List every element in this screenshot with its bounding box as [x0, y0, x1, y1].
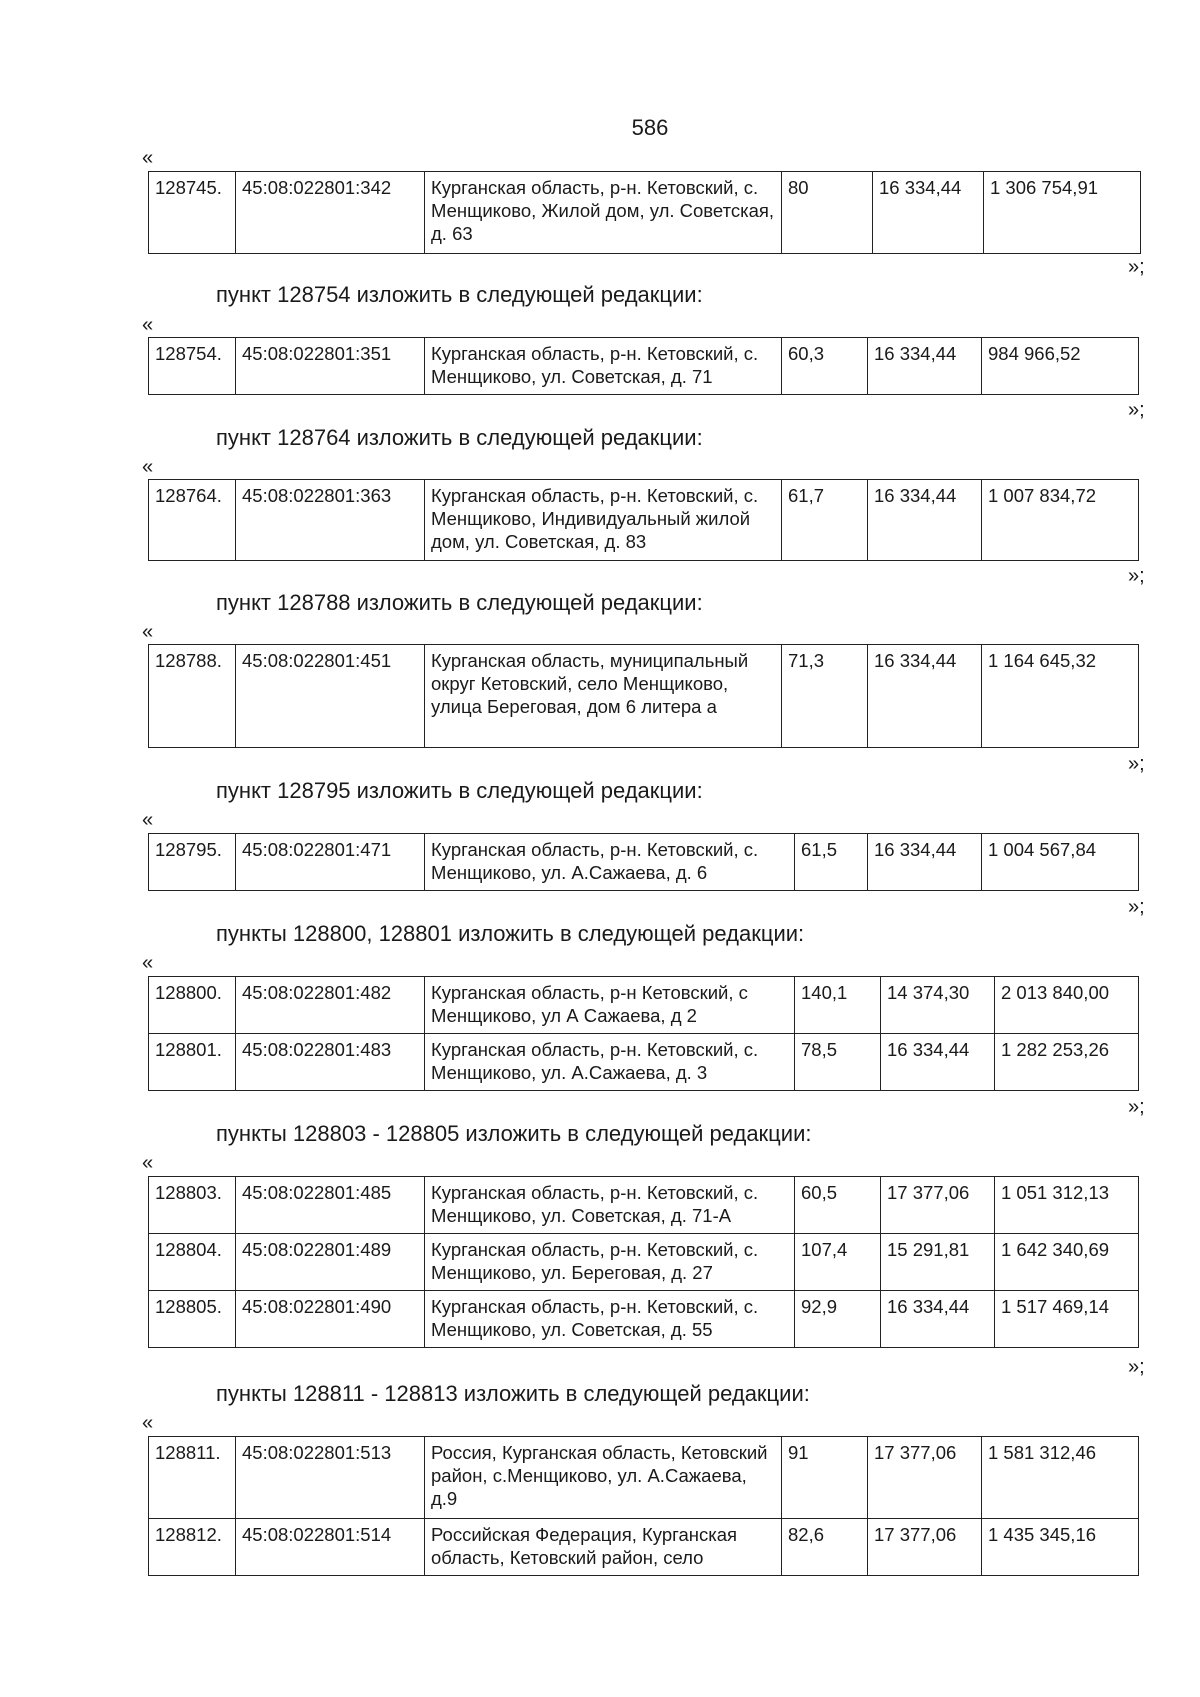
- cadastral-number: 45:08:022801:513: [236, 1437, 425, 1519]
- section-heading: пункты 128800, 128801 изложить в следующей редакции:: [216, 921, 805, 946]
- specific-value: 14 374,30: [881, 977, 995, 1034]
- item-number: 128803.: [149, 1177, 236, 1234]
- quote-open: «: [142, 1152, 154, 1174]
- specific-value: 16 334,44: [868, 480, 982, 561]
- specific-value: 17 377,06: [881, 1177, 995, 1234]
- section-heading: пункты 128803 - 128805 изложить в следующей редакции:: [216, 1121, 812, 1146]
- address: Курганская область, р-н. Кетовский, с. Менщиково, ул. А.Сажаева, д. 3: [425, 1034, 795, 1091]
- page-number: 586: [631, 115, 669, 140]
- cadastral-value: 1 282 253,26: [995, 1034, 1139, 1091]
- section-heading: пункты 128811 - 128813 изложить в следующей редакции:: [216, 1381, 810, 1406]
- item-number: 128805.: [149, 1291, 236, 1348]
- cadastral-value: 2 013 840,00: [995, 977, 1139, 1034]
- quote-close: »;: [1128, 896, 1145, 918]
- item-number: 128811.: [149, 1437, 236, 1519]
- table-row: [149, 1177, 1139, 1234]
- area: 60,5: [795, 1177, 881, 1234]
- quote-open: «: [142, 456, 154, 478]
- area: 91: [782, 1437, 868, 1519]
- cadastral-number: 45:08:022801:451: [236, 645, 425, 748]
- item-number: 128795.: [149, 834, 236, 891]
- record-table: [148, 644, 1139, 748]
- cadastral-number: 45:08:022801:471: [236, 834, 425, 891]
- area: 78,5: [795, 1034, 881, 1091]
- specific-value: 16 334,44: [873, 172, 984, 254]
- address: Курганская область, муниципальный округ Кетовский, село Менщиково, улица Береговая, дом 6 литера а: [425, 645, 782, 748]
- cadastral-value: 1 306 754,91: [984, 172, 1141, 254]
- item-number: 128764.: [149, 480, 236, 561]
- table-row: [149, 338, 1139, 395]
- cadastral-value: 984 966,52: [982, 338, 1139, 395]
- section-heading: пункт 128764 изложить в следующей редакции:: [216, 425, 703, 450]
- address: Курганская область, р-н Кетовский, с Менщиково, ул А Сажаева, д 2: [425, 977, 795, 1034]
- record-table: [148, 479, 1139, 561]
- area: 61,5: [795, 834, 868, 891]
- specific-value: 17 377,06: [868, 1437, 982, 1519]
- specific-value: 16 334,44: [868, 338, 982, 395]
- section-heading: пункт 128754 изложить в следующей редакции:: [216, 282, 703, 307]
- cadastral-value: 1 435 345,16: [982, 1519, 1139, 1576]
- record-table: [148, 171, 1141, 254]
- quote-close: »;: [1128, 399, 1145, 421]
- item-number: 128745.: [149, 172, 236, 254]
- address: Курганская область, р-н. Кетовский, с. Менщиково, Индивидуальный жилой дом, ул. Советская, д. 83: [425, 480, 782, 561]
- cadastral-value: 1 007 834,72: [982, 480, 1139, 561]
- item-number: 128812.: [149, 1519, 236, 1576]
- quote-close: »;: [1128, 256, 1145, 278]
- area: 140,1: [795, 977, 881, 1034]
- specific-value: 16 334,44: [881, 1291, 995, 1348]
- record-table: [148, 1176, 1139, 1348]
- quote-open: «: [142, 314, 154, 336]
- area: 71,3: [782, 645, 868, 748]
- section-heading: пункт 128788 изложить в следующей редакции:: [216, 590, 703, 615]
- address: Российская Федерация, Курганская область, Кетовский район, село: [425, 1519, 782, 1576]
- record-table: [148, 976, 1139, 1091]
- address: Курганская область, р-н. Кетовский, с. Менщиково, Жилой дом, ул. Советская, д. 63: [425, 172, 782, 254]
- table-row: [149, 977, 1139, 1034]
- quote-open: «: [142, 952, 154, 974]
- cadastral-value: 1 164 645,32: [982, 645, 1139, 748]
- quote-open: «: [142, 809, 154, 831]
- item-number: 128788.: [149, 645, 236, 748]
- cadastral-number: 45:08:022801:490: [236, 1291, 425, 1348]
- quote-close: »;: [1128, 753, 1145, 775]
- specific-value: 15 291,81: [881, 1234, 995, 1291]
- area: 80: [782, 172, 873, 254]
- area: 92,9: [795, 1291, 881, 1348]
- quote-open: «: [142, 621, 154, 643]
- address: Курганская область, р-н. Кетовский, с. Менщиково, ул. Советская, д. 55: [425, 1291, 795, 1348]
- address: Курганская область, р-н. Кетовский, с. Менщиково, ул. А.Сажаева, д. 6: [425, 834, 795, 891]
- table-row: [149, 834, 1139, 891]
- cadastral-number: 45:08:022801:482: [236, 977, 425, 1034]
- quote-open: «: [142, 147, 154, 169]
- specific-value: 17 377,06: [868, 1519, 982, 1576]
- area: 82,6: [782, 1519, 868, 1576]
- quote-close: »;: [1128, 565, 1145, 587]
- table-row: [149, 1519, 1139, 1576]
- cadastral-number: 45:08:022801:483: [236, 1034, 425, 1091]
- table-row: [149, 1437, 1139, 1519]
- table-row: [149, 1034, 1139, 1091]
- address: Курганская область, р-н. Кетовский, с. Менщиково, ул. Советская, д. 71: [425, 338, 782, 395]
- cadastral-number: 45:08:022801:342: [236, 172, 425, 254]
- cadastral-value: 1 642 340,69: [995, 1234, 1139, 1291]
- quote-open: «: [142, 1412, 154, 1434]
- quote-close: »;: [1128, 1096, 1145, 1118]
- cadastral-number: 45:08:022801:489: [236, 1234, 425, 1291]
- address: Курганская область, р-н. Кетовский, с. Менщиково, ул. Советская, д. 71-А: [425, 1177, 795, 1234]
- item-number: 128800.: [149, 977, 236, 1034]
- area: 61,7: [782, 480, 868, 561]
- cadastral-number: 45:08:022801:363: [236, 480, 425, 561]
- table-row: [149, 172, 1141, 254]
- item-number: 128804.: [149, 1234, 236, 1291]
- cadastral-value: 1 051 312,13: [995, 1177, 1139, 1234]
- table-row: [149, 1291, 1139, 1348]
- address: Россия, Курганская область, Кетовский район, с.Менщиково, ул. А.Сажаева, д.9: [425, 1437, 782, 1519]
- record-table: [148, 833, 1139, 891]
- item-number: 128801.: [149, 1034, 236, 1091]
- record-table: [148, 1436, 1139, 1576]
- cadastral-number: 45:08:022801:514: [236, 1519, 425, 1576]
- area: 107,4: [795, 1234, 881, 1291]
- item-number: 128754.: [149, 338, 236, 395]
- specific-value: 16 334,44: [868, 645, 982, 748]
- section-heading: пункт 128795 изложить в следующей редакции:: [216, 778, 703, 803]
- table-row: [149, 645, 1139, 748]
- table-row: [149, 480, 1139, 561]
- cadastral-number: 45:08:022801:351: [236, 338, 425, 395]
- cadastral-value: 1 517 469,14: [995, 1291, 1139, 1348]
- quote-close: »;: [1128, 1356, 1145, 1378]
- specific-value: 16 334,44: [868, 834, 982, 891]
- specific-value: 16 334,44: [881, 1034, 995, 1091]
- table-row: [149, 1234, 1139, 1291]
- address: Курганская область, р-н. Кетовский, с. Менщиково, ул. Береговая, д. 27: [425, 1234, 795, 1291]
- record-table: [148, 337, 1139, 395]
- area: 60,3: [782, 338, 868, 395]
- cadastral-number: 45:08:022801:485: [236, 1177, 425, 1234]
- cadastral-value: 1 581 312,46: [982, 1437, 1139, 1519]
- cadastral-value: 1 004 567,84: [982, 834, 1139, 891]
